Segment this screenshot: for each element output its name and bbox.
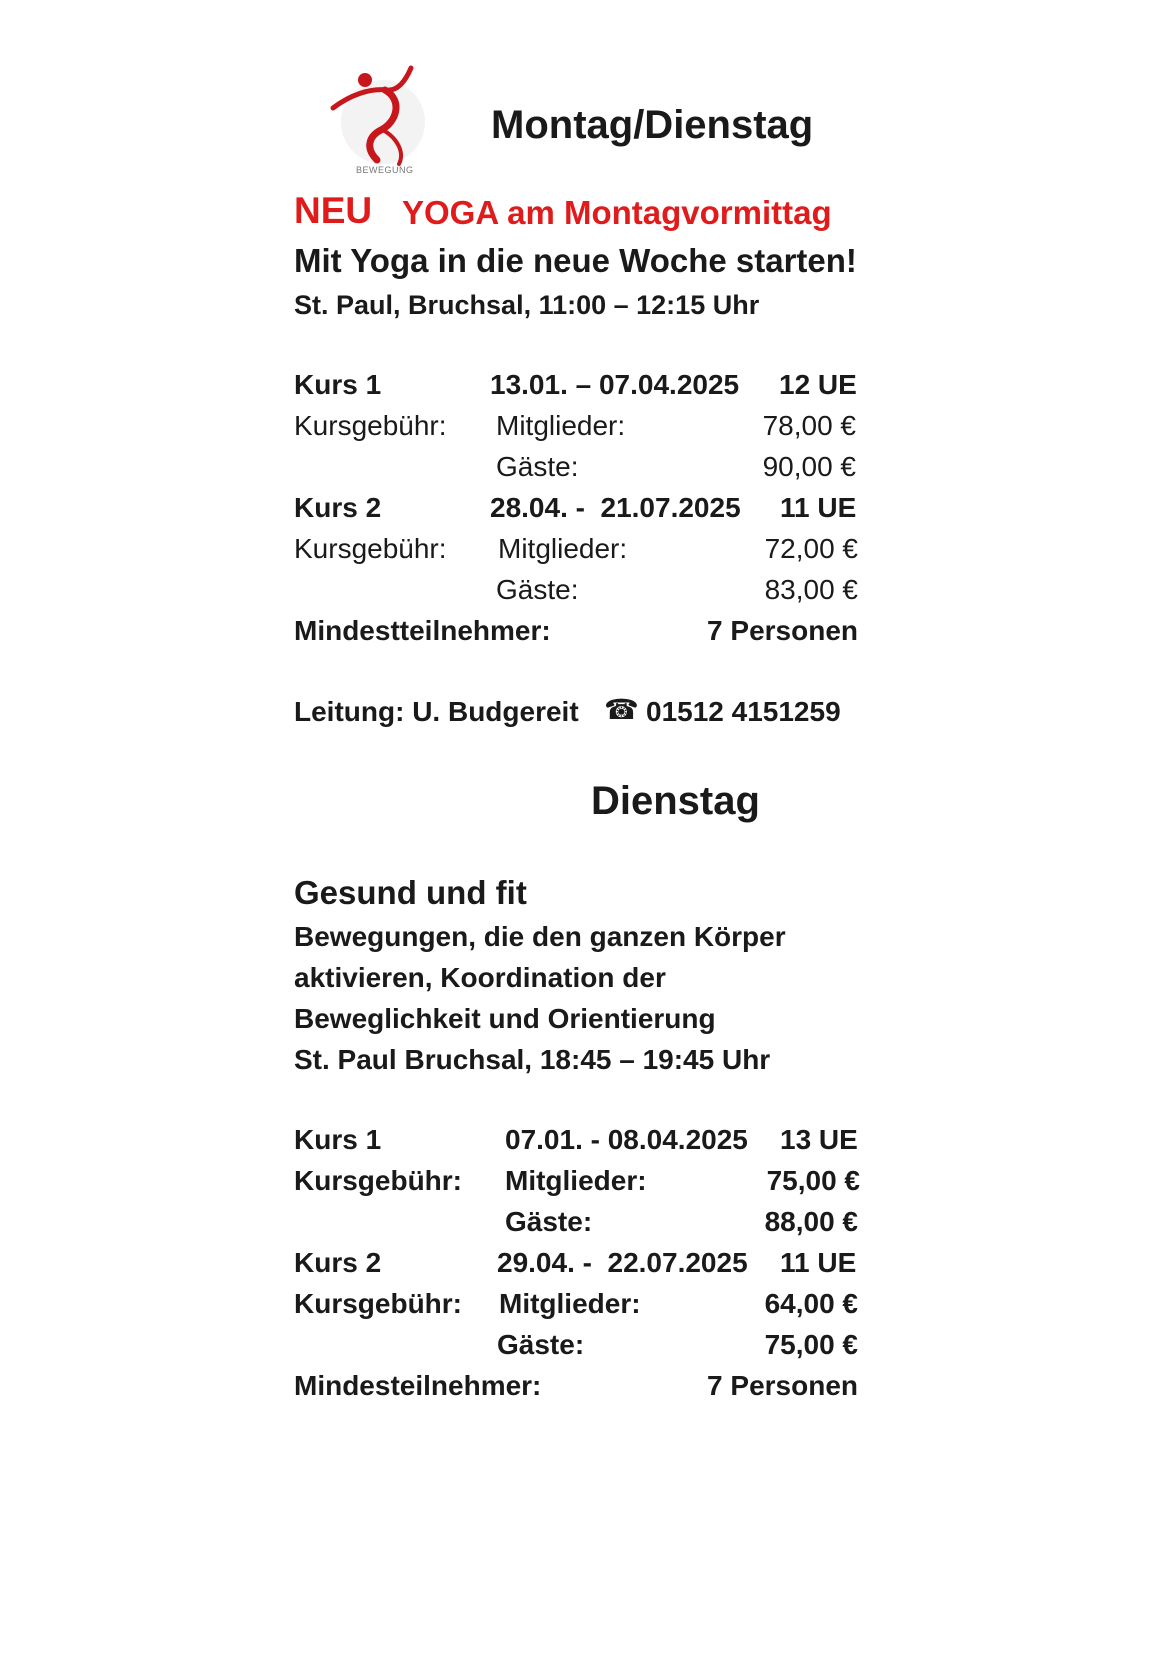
section1-heading: Montag/Dienstag: [491, 103, 814, 147]
gesund-desc-1: Bewegungen, die den ganzen Körper: [294, 921, 786, 952]
s1-kurs2-members-label: Mitglieder:: [498, 533, 628, 564]
s2-kurs2-dates: 29.04. - 22.07.2025: [497, 1247, 748, 1278]
yoga-title: YOGA am Montagvormittag: [402, 194, 832, 231]
logo-caption: BEWEGUNG: [356, 165, 414, 175]
s2-kurs2-ue: 11 UE: [780, 1247, 857, 1278]
s1-kurs2-guests-price: 83,00 €: [764, 574, 858, 605]
yoga-location: St. Paul, Bruchsal, 11:00 – 12:15 Uhr: [294, 290, 760, 320]
s2-kurs1-guests-label: Gäste:: [505, 1206, 593, 1237]
s2-kurs1-dates: 07.01. - 08.04.2025: [505, 1124, 748, 1155]
gesund-desc-3: Beweglichkeit und Orientierung: [294, 1003, 716, 1034]
s1-min-value: 7 Personen: [707, 615, 858, 646]
logo: [325, 60, 435, 180]
s2-kurs2-fee-label: Kursgebühr:: [294, 1288, 462, 1319]
s1-kurs2-dates: 28.04. - 21.07.2025: [490, 492, 741, 523]
s1-kurs1-fee-label: Kursgebühr:: [294, 410, 447, 441]
s1-kurs2-fee-label: Kursgebühr:: [294, 533, 447, 564]
s2-kurs2-label: Kurs 2: [294, 1247, 382, 1278]
s2-kurs1-fee-label: Kursgebühr:: [294, 1165, 462, 1196]
s1-kurs1-label: Kurs 1: [294, 369, 382, 400]
s1-kurs2-ue: 11 UE: [780, 492, 857, 523]
s2-kurs2-guests-price: 75,00 €: [764, 1329, 858, 1360]
s2-min-label: Mindesteilnehmer:: [294, 1370, 542, 1401]
phone-number: 01512 4151259: [646, 696, 841, 727]
s1-min-label: Mindestteilnehmer:: [294, 615, 551, 646]
s1-kurs1-members-label: Mitglieder:: [496, 410, 626, 441]
s1-kurs1-dates: 13.01. – 07.04.2025: [490, 369, 740, 400]
s2-kurs1-members-label: Mitglieder:: [505, 1165, 647, 1196]
gesund-title: Gesund und fit: [294, 874, 527, 911]
gesund-desc-2: aktivieren, Koordination der: [294, 962, 666, 993]
leitung-text: Leitung: U. Budgereit: [294, 696, 579, 727]
s1-kurs1-members-price: 78,00 €: [762, 410, 856, 441]
neu-label: NEU: [294, 190, 373, 231]
s2-kurs2-members-label: Mitglieder:: [499, 1288, 641, 1319]
s2-kurs2-guests-label: Gäste:: [497, 1329, 585, 1360]
dancer-figure-icon: [325, 60, 435, 180]
s2-kurs1-ue: 13 UE: [780, 1124, 858, 1155]
s2-min-value: 7 Personen: [707, 1370, 858, 1401]
s2-kurs2-members-price: 64,00 €: [764, 1288, 858, 1319]
s1-kurs1-guests-price: 90,00 €: [762, 451, 856, 482]
gesund-location: St. Paul Bruchsal, 18:45 – 19:45 Uhr: [294, 1044, 771, 1075]
s1-kurs2-members-price: 72,00 €: [764, 533, 858, 564]
s1-kurs2-label: Kurs 2: [294, 492, 382, 523]
s2-kurs1-guests-price: 88,00 €: [764, 1206, 858, 1237]
s1-kurs1-ue: 12 UE: [779, 369, 857, 400]
phone-icon: ☎: [604, 694, 639, 725]
s1-kurs1-guests-label: Gäste:: [496, 451, 579, 482]
s2-kurs1-label: Kurs 1: [294, 1124, 382, 1155]
s2-kurs1-members-price: 75,00 €: [766, 1165, 860, 1196]
section2-heading: Dienstag: [591, 779, 760, 823]
s1-kurs2-guests-label: Gäste:: [496, 574, 579, 605]
yoga-subtitle: Mit Yoga in die neue Woche starten!: [294, 242, 857, 279]
